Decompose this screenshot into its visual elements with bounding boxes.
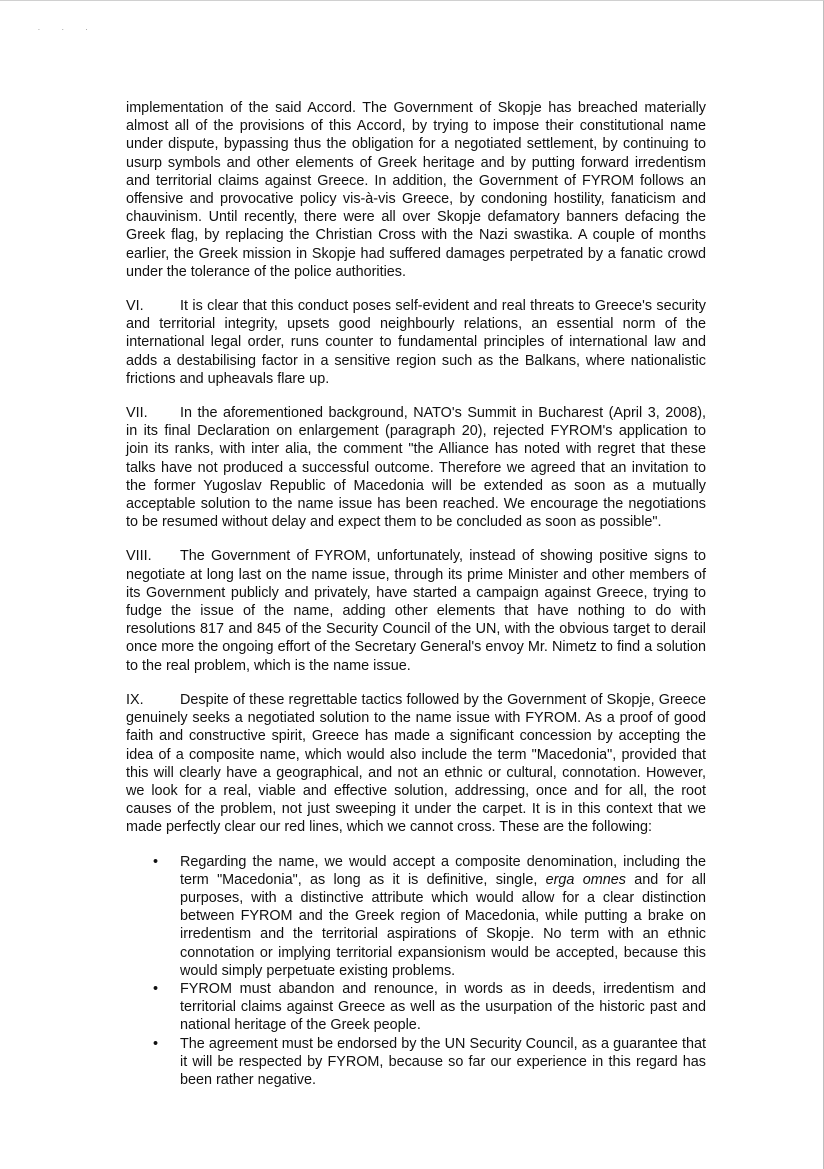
list-item (153, 853, 707, 980)
section-text: In the aforementioned background, NATO's Summit in Bucharest (April 3, 2008), in its final Declaration on enlargement (paragraph 20), rejected FYROM's application to join its ranks, with inter alia, the comment "the Alliance has noted with regret that these talks have not produced a successful outcome. Therefore we agreed that an invitation to the former Yugoslav Republic of Macedonia will be extended as soon as a mutually acceptable solution to the name issue has been reached. We encourage the negotiations to be resumed without delay and expect them to be concluded as soon as possible". (126, 405, 706, 531)
bullet-icon: • (153, 1035, 159, 1052)
bullet-icon: • (153, 980, 159, 997)
section-vi (126, 297, 706, 388)
bullet-text-italic: erga omnes (545, 871, 626, 888)
red-lines-list (126, 853, 706, 1090)
bullet-text-before: The agreement must be endorsed by the UN Security Council, as a guarantee that it will be respected by FYROM, because so far our experience in this regard has been rather negative. (180, 1035, 706, 1088)
section-viii (126, 547, 706, 674)
section-vii (126, 404, 706, 531)
section-text: The Government of FYROM, unfortunately, instead of showing positive signs to negotiate at long last on the name issue, through its prime Minister and other members of its Government publicly and privately, have started a campaign against Greece, trying to fudge the issue of the name, adding other elements that have nothing to do with resolutions 817 and 845 of the Security Council of the UN, with the obvious target to derail once more the ongoing effort of the Secretary General's envoy Mr. Nimetz to find a solution to the real problem, which is the name issue. (126, 548, 706, 674)
section-number: IX. (126, 691, 144, 708)
section-ix (126, 691, 706, 837)
section-number: VIII. (126, 548, 152, 565)
bullet-text-before: FYROM must abandon and renounce, in words as in deeds, irredentism and territorial claims against Greece as well as the usurpation of the historic past and national heritage of the Greek people. (180, 980, 706, 1034)
section-text: Despite of these regrettable tactics followed by the Government of Skopje, Greece genuinely seeks a negotiated solution to the name issue with FYROM. As a proof of good faith and constructive spirit, Greece has made a significant concession by accepting the idea of a composite name, which would also include the term "Macedonia", provided that this will clearly have a geographical, and not an ethnic or cultural, connotation. However, we look for a real, viable and effective solution, addressing, once and for all, the root causes of the problem, not just sweeping it under the carpet. It is in this context that we made perfectly clear our red lines, which we cannot cross. These are the following: (126, 691, 706, 836)
document-body (126, 99, 706, 1089)
scan-specks: . . . (38, 25, 98, 32)
list-item (153, 980, 706, 1035)
section-text: It is clear that this conduct poses self-evident and real threats to Greece's security and territorial integrity, upsets good neighbourly relations, an essential norm of the international legal order, runs counter to fundamental principles of international law and adds a destabilising factor in a sensitive region such as the Balkans, where nationalistic frictions and upheavals flare up. (126, 298, 706, 387)
section-number: VII. (126, 405, 148, 422)
bullet-text-before: Regarding the name, we would accept a composite denomination, including the term "Macedonia", as long as it is definitive, single, (180, 853, 706, 888)
bullet-text-after: and for all purposes, with a distinctive attribute which would allow for a clear distinction between FYROM and the Greek region of Macedonia, while putting a brake on irredentism and the territorial aspirations of Skopje. No term with an ethnic connotation or implying territorial expansionism would be accepted, because this would simply perpetuate existing problems. (180, 871, 707, 979)
list-item (153, 1035, 706, 1090)
intro-paragraph: implementation of the said Accord. The Government of Skopje has breached materially almost all of the provisions of this Accord, by trying to impose their constitutional name under dispute, bypassing thus the obligation for a negotiated settlement, by continuing to usurp symbols and other elements of Greek heritage and by putting forward irredentism and territorial claims against Greece. In addition, the Government of FYROM follows an offensive and provocative policy vis-à-vis Greece, by condoning hostility, fanaticism and chauvinism. Until recently, there were all over Skopje defamatory banners defacing the Greek flag, by replacing the Christian Cross with the Nazi swastika. A couple of months earlier, the Greek mission in Skopje had suffered damages perpetrated by a fanatic crowd under the tolerance of the police authorities. (126, 100, 706, 280)
bullet-icon: • (153, 853, 159, 870)
section-number: VI. (126, 298, 144, 315)
